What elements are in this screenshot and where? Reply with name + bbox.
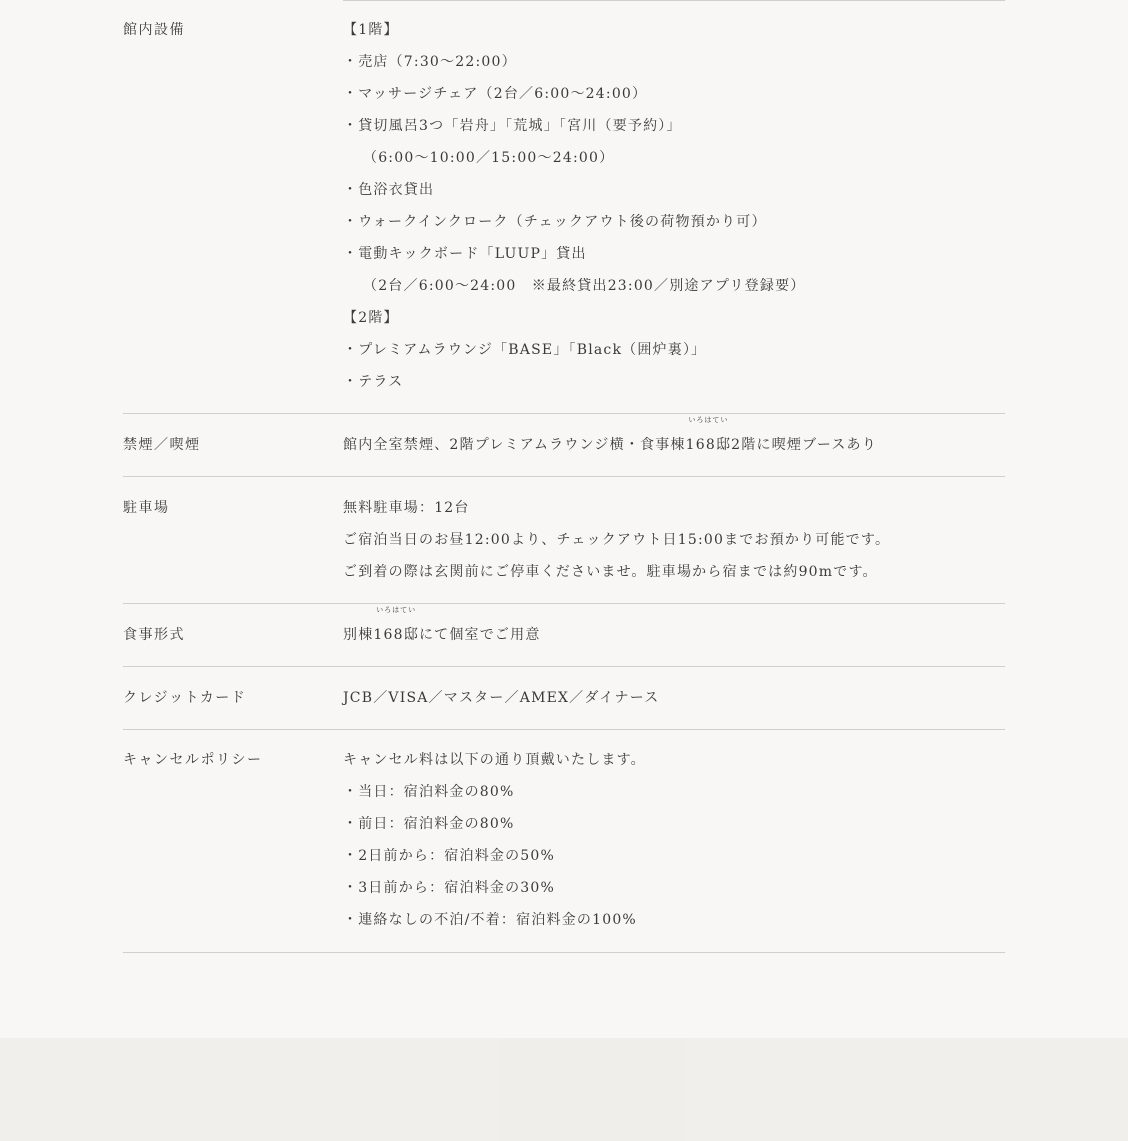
ruby-base: 168邸 [373,627,419,643]
footer-segment [0,1038,500,1141]
row-label: 館内設備 [123,22,185,38]
smoking-text [343,416,1005,461]
list-item: ・売店（7:30～22:00） [343,54,517,70]
list-item: ・マッサージチェア（2台／6:00～24:00） [343,86,648,102]
row-parking [123,477,1005,604]
list-item: ・色浴衣貸出 [343,182,435,198]
row-value [343,682,1005,713]
row-facilities [123,0,1005,414]
list-item: ・プレミアムラウンジ「BASE」「Black（囲炉裏）」 [343,342,707,358]
row-value [343,744,1005,936]
list-item: ご宿泊当日のお昼12:00より、チェックアウト日15:00までお預かり可能です。 [343,532,891,548]
meal-text [343,606,1005,651]
row-value [343,492,1005,587]
list-item: ご到着の際は玄関前にご停車くださいませ。駐車場から宿までは約90mです。 [343,564,878,580]
text-segment: にて個室でご用意 [418,627,541,643]
row-value [343,14,1005,397]
footer-segment [685,1038,1128,1141]
ruby-reading: いろはてい [688,416,729,424]
list-item: ・貸切風呂3つ「岩舟」「荒城」「宮川（要予約）」 [343,118,682,134]
ruby-reading: いろはてい [376,606,417,614]
ruby-annotation [373,606,419,651]
footer-band [0,1038,1128,1141]
list-item: （6:00～10:00／15:00～24:00） [363,150,615,166]
row-label: キャンセルポリシー [123,752,263,768]
list-item: JCB／VISA／マスター／AMEX／ダイナース [343,690,660,706]
list-item: キャンセル料は以下の通り頂戴いたします。 [343,752,646,768]
ruby-base: 168邸 [685,437,732,453]
row-smoking [123,414,1005,477]
list-item: ・2日前から：宿泊料金の50% [343,848,556,864]
row-value [343,606,1005,650]
list-item: ・3日前から：宿泊料金の30% [343,880,556,896]
list-item: ・前日：宿泊料金の80% [343,816,515,832]
facility-info-table [123,0,1005,953]
list-item: 【2階】 [343,310,399,326]
list-item: ・当日：宿泊料金の80% [343,784,515,800]
row-label: 食事形式 [123,627,185,643]
row-meal [123,604,1005,667]
list-item: ・ウォークインクローク（チェックアウト後の荷物預かり可） [343,214,767,230]
text-segment: 別棟 [343,627,374,643]
list-item: ・連絡なしの不泊/不着：宿泊料金の100% [343,912,637,928]
text-segment: 館内全室禁煙、2階プレミアムラウンジ横・食事棟 [343,437,686,453]
list-item: 無料駐車場：12台 [343,500,470,516]
ruby-annotation [685,416,732,461]
row-label: 禁煙／喫煙 [123,437,201,453]
list-item: ・電動キックボード「LUUP」貸出 [343,246,587,262]
list-item: ・テラス [343,374,404,390]
list-item: 【1階】 [343,22,399,38]
row-label: クレジットカード [123,690,247,706]
footer-segment [500,1038,685,1141]
row-cancel-policy [123,730,1005,953]
row-label: 駐車場 [123,500,170,516]
row-value [343,416,1005,460]
text-segment: 2階に喫煙ブースあり [731,437,877,453]
list-item: （2台／6:00～24:00 ※最終貸出23:00／別途アプリ登録要） [363,278,806,294]
row-credit-card [123,667,1005,730]
